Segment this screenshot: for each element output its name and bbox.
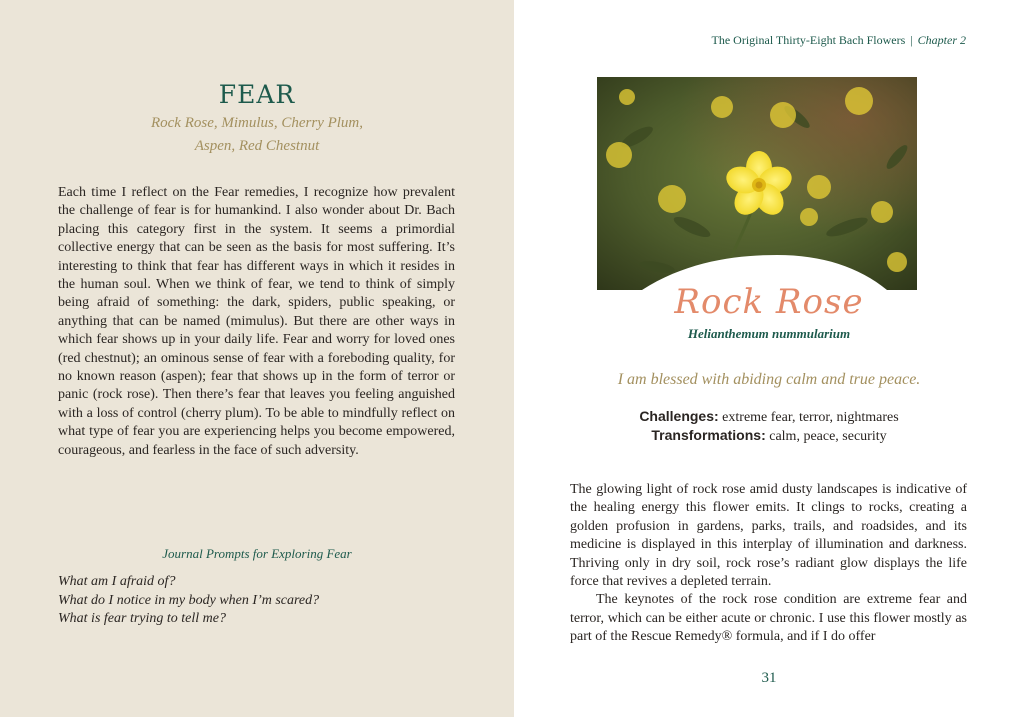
challenges-value: extreme fear, terror, nightmares (722, 410, 899, 425)
intro-paragraph: Each time I reflect on the Fear remedies, I recognize how prevalent the challenge of fear is for humankind. I also wonder about Dr. Bach placing this category first in the system. It seems a primordial collective energy that can be seen as the basis for most suffering. It’s interesting to think that fear has different ways in which it resides in the human soul. When we think of fear, we tend to think of simply being afraid of something: the dark, spiders, public speaking, or anything that can be named (mimulus). But there are other ways in which fear shows up in your daily life. Fear and worry for loved ones (red chestnut); an ominous sense of fear with a foreboding quality, for no known reason (aspen); fear that shows up in the form of terror or panic (rock rose). Then there’s fear that leaves you feeling anguished with a loss of control (cherry plum). To be able to mindfully reflect on what type of fear you are experiencing helps you become empowered, courageous, and fearless in the face of such adversity. (58, 185, 455, 458)
transformations-line (514, 427, 1024, 445)
body-paragraph: The glowing light of rock rose amid dusty landscapes is indicative of the healing energy this flower emits. It clings to rocks, creating a golden profusion in gardens, parks, trails, and roadsides, and its medicine is displayed in this interplay of illumination and darkness. Thriving only in dry soil, rock rose’s radiant glow displays the life force that revives a depleted terrain. (570, 482, 967, 590)
affirmation: I am blessed with abiding calm and true peace. (617, 371, 921, 388)
running-head-book-title: The Original Thirty-Eight Bach Flowers (711, 33, 906, 47)
challenges-line (514, 408, 1024, 426)
remedy-list-line: Rock Rose, Mimulus, Cherry Plum, (150, 115, 364, 131)
remedy-list-line: Aspen, Red Chestnut (194, 138, 320, 154)
body-text (570, 481, 967, 647)
remedy-list (120, 112, 394, 158)
journal-prompt: What do I notice in my body when I’m scared? (58, 592, 320, 608)
transformations-label: Transformations: (651, 427, 766, 443)
journal-prompt-list (58, 573, 319, 629)
right-page (514, 0, 1024, 717)
running-head-chapter: Chapter 2 (917, 33, 966, 47)
journal-prompt: What am I afraid of? (58, 574, 176, 589)
section-title: FEAR (218, 80, 296, 109)
running-head (712, 33, 967, 48)
latin-name: Helianthemum nummularium (687, 326, 851, 341)
page-number: 31 (761, 670, 777, 686)
journal-prompt: What is fear trying to tell me? (58, 611, 226, 626)
flower-name: Rock Rose (674, 282, 864, 322)
body-paragraph: The keynotes of the rock rose condition are extreme fear and terror, which can be either acute or chronic. I use this flower mostly as part of the Rescue Remedy® formula, and if I do offer (570, 592, 967, 645)
journal-prompts-heading: Journal Prompts for Exploring Fear (162, 546, 352, 561)
rock-rose-photo (597, 77, 917, 290)
challenges-label: Challenges: (639, 408, 719, 424)
rock-rose-flower-photo-icon (597, 77, 917, 290)
running-head-separator: | (910, 33, 913, 47)
transformations-value: calm, peace, security (769, 429, 887, 444)
